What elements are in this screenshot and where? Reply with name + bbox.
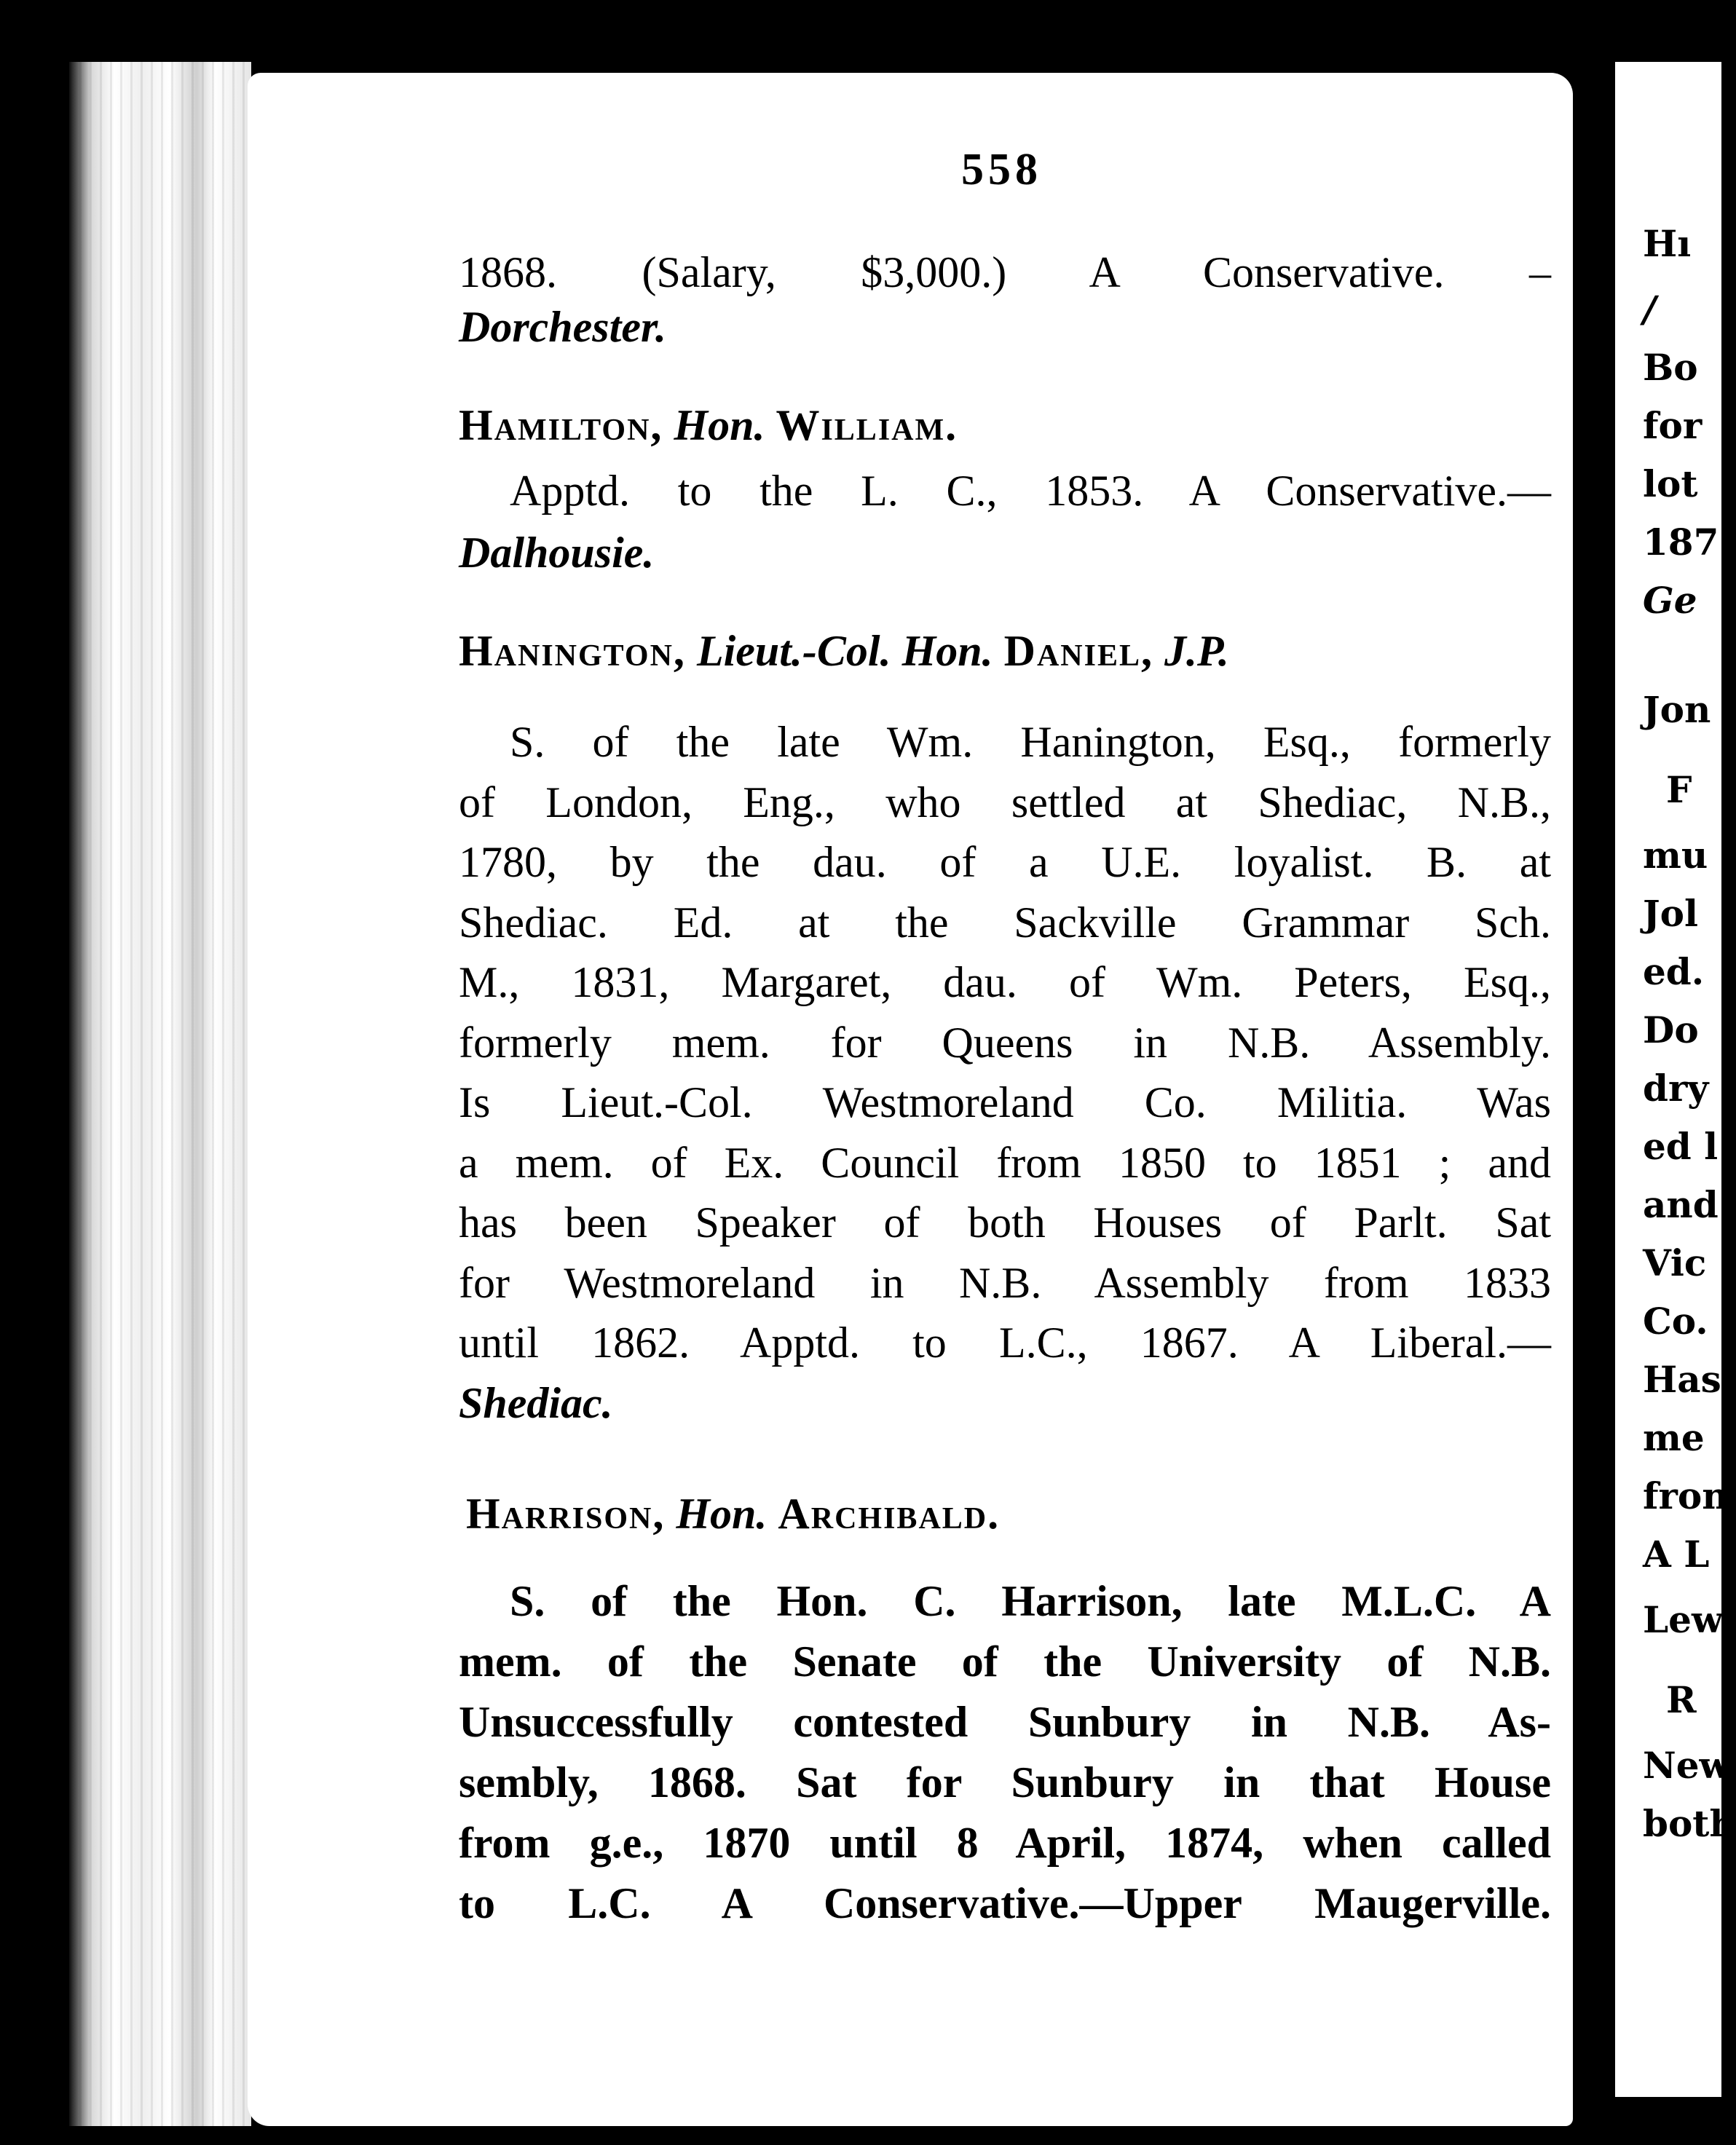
heading-title: Hon. [676,1490,768,1538]
next-page-fragment: both [1643,1802,1736,1845]
entry-line: S. of the late Wm. Hanington, Esq., formerly [510,718,1551,766]
entry-line-residence: Shediac. [459,1378,613,1427]
entry-line: mem. of the Senate of the University of N.B. [459,1638,1551,1686]
next-page-fragment: Jol [1643,892,1699,935]
next-page-fragment: ed l [1643,1125,1719,1168]
next-page-fragment: Co. [1643,1300,1708,1343]
heading-title: Hon. [674,401,765,449]
book-spine-edge [69,62,251,2126]
next-page-fragment: Ge [1643,579,1697,622]
next-page-fragment: dry [1643,1067,1709,1110]
entry-line-residence: Dorchester. [459,303,666,351]
entry-line: from g.e., 1870 until 8 April, 1874, when called [459,1819,1551,1867]
entry-line: Apptd. to the L. C., 1853. A Conservative.— [510,467,1551,515]
next-page-fragment: Lew [1643,1598,1724,1641]
next-page-fragment: me [1643,1416,1705,1459]
next-page-fragment: New [1643,1744,1731,1787]
entry-line: 1868. (Salary, $3,000.) A Conservative. – [459,248,1551,296]
entry-line: 1780, by the dau. of a U.E. loyalist. B. at [459,838,1551,886]
heading-suffix: J.P. [1164,627,1229,675]
heading-name: William. [776,401,958,449]
entry-line: to L.C. A Conservative.—Upper Maugerville. [459,1879,1551,1927]
next-page-fragment: fron [1643,1474,1729,1517]
heading-surname: Hanington, [459,627,686,675]
next-page-fragment: mu [1643,834,1708,877]
next-page-fragment: F [1666,768,1692,811]
entry-line: until 1862. Apptd. to L.C., 1867. A Liberal.— [459,1319,1551,1367]
heading-name: Archibald. [778,1490,1001,1538]
entry-line: Unsuccessfully contested Sunbury in N.B. As- [459,1698,1551,1746]
next-page-fragment: Hı [1643,222,1692,265]
entry-line: formerly mem. for Queens in N.B. Assembly. [459,1018,1551,1067]
heading-name: Daniel, [1003,627,1154,675]
next-page-fragment: Bo [1643,346,1698,389]
heading-surname: Hamilton, [459,401,663,449]
entry-line: S. of the Hon. C. Harrison, late M.L.C. A [510,1577,1551,1625]
page-number: 558 [961,145,1042,194]
next-page-fragment: 187 [1643,521,1719,564]
entry-heading [466,1489,1000,1539]
next-page-fragment: Jon [1643,688,1711,731]
entry-line: has been Speaker of both Houses of Parlt. Sat [459,1198,1551,1247]
heading-title: Lieut.-Col. Hon. [696,627,993,675]
next-page-fragment: lot [1643,462,1698,505]
next-page-fragment: A L [1643,1533,1710,1576]
entry-heading [459,626,1229,676]
next-page-fragment: Vic [1643,1241,1707,1284]
next-page-fragment: for [1643,404,1703,447]
next-page-fragment: Has [1643,1358,1721,1401]
next-page-fragment: ed. [1643,950,1705,993]
next-page-fragment: and [1643,1183,1719,1226]
entry-line: sembly, 1868. Sat for Sunbury in that House [459,1758,1551,1806]
next-page-fragment: / [1643,288,1657,331]
heading-surname: Harrison, [466,1490,666,1538]
next-page-fragment: R [1666,1678,1697,1721]
entry-line: M., 1831, Margaret, dau. of Wm. Peters, Esq., [459,958,1551,1006]
entry-line: of London, Eng., who settled at Shediac, N.B., [459,778,1551,826]
entry-line: for Westmoreland in N.B. Assembly from 1833 [459,1258,1551,1307]
next-page-edge [1615,62,1736,2097]
entry-line: a mem. of Ex. Council from 1850 to 1851 ; and [459,1138,1551,1187]
entry-heading [459,400,958,451]
entry-line-residence: Dalhousie. [459,529,655,577]
entry-line: Shediac. Ed. at the Sackville Grammar Sch. [459,898,1551,947]
next-page-fragment: Do [1643,1008,1699,1051]
entry-line: Is Lieut.-Col. Westmoreland Co. Militia. Was [459,1078,1551,1126]
